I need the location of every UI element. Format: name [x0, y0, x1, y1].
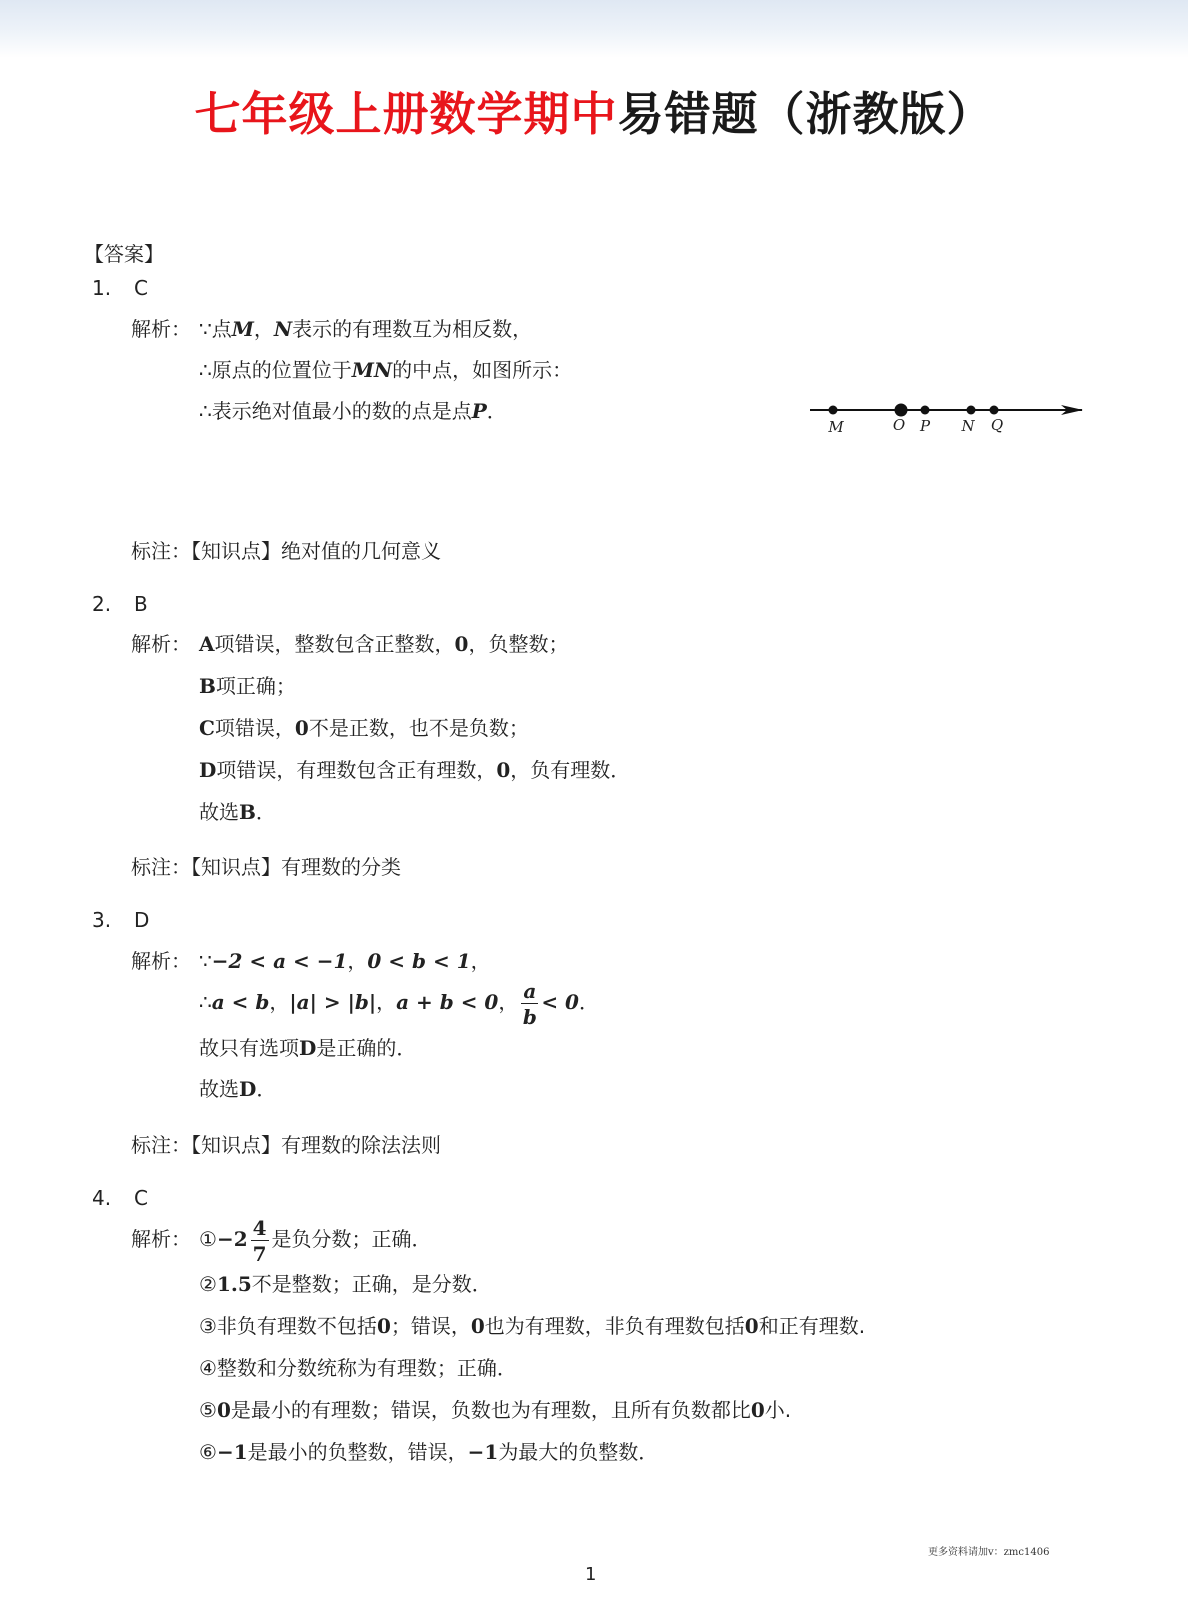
point-q [990, 406, 999, 415]
footer-note: 更多资料请加v：zmc1406 [928, 1547, 1050, 1558]
point-p [921, 406, 930, 415]
q1-answer: C [134, 276, 148, 300]
point-o [895, 404, 908, 417]
q3-line3: 故只有选项D是正确的． [199, 1036, 417, 1060]
q4-line5: ⑤0是最小的有理数；错误，负数也为有理数，且所有负数都比0小. [199, 1398, 792, 1422]
q1-line2: ∴原点的位置位于MN的中点，如图所示： [199, 358, 573, 382]
q2-line3: C项错误，0不是正数，也不是负数； [199, 716, 529, 740]
q2-number: 2. [92, 592, 112, 616]
title-black-part: 易错题（浙教版） [617, 87, 994, 141]
q2-line1: A项错误，整数包含正整数，0，负整数； [199, 632, 569, 656]
q2-analysis-label: 解析： [131, 632, 191, 656]
q4-number: 4. [92, 1186, 112, 1210]
q3-line2: ∴a < b，|a| > |b|，a + b < 0， $\frac{a}{b}$ < 0． [199, 978, 599, 1029]
q4-line4: ④整数和分数统称为有理数；正确． [199, 1356, 517, 1380]
q3-line4: 故选D． [199, 1077, 277, 1101]
page-number: 1 [585, 1564, 597, 1585]
q4-line2: ②1.5不是整数；正确，是分数． [199, 1272, 492, 1296]
label-p: P [919, 417, 931, 435]
q2-line4: D项错误，有理数包含正有理数，0，负有理数． [199, 758, 631, 782]
answer-header: 【答案】 [84, 242, 164, 266]
q4-analysis-label: 解析： [131, 1227, 191, 1251]
q3-fraction: $\frac{a}{b}$ [522, 978, 537, 1029]
q3-answer: D [134, 908, 150, 932]
q1-number: 1. [92, 276, 112, 300]
title-red-part: 七年级上册数学期中 [194, 87, 618, 141]
q3-note: 标注：【知识点】有理数的除法法则 [131, 1133, 441, 1157]
q4-line1: ①−2 $\frac{4}{7}$ 是负分数；正确． [199, 1215, 432, 1266]
q3-number: 3. [92, 908, 112, 932]
label-m: M [828, 418, 844, 436]
q1-note: 标注：【知识点】绝对值的几何意义 [131, 539, 441, 563]
q2-line2: B项正确； [199, 674, 296, 698]
header-band [0, 0, 1188, 58]
point-n [967, 406, 976, 415]
number-line-figure [805, 394, 1085, 440]
page-title [0, 78, 1188, 144]
q2-answer: B [134, 592, 148, 616]
q4-line6: ⑥−1是最小的负整数，错误，−1为最大的负整数． [199, 1440, 659, 1464]
q4-answer: C [134, 1186, 148, 1210]
q2-line5: 故选B． [199, 800, 276, 824]
q2-note: 标注：【知识点】有理数的分类 [131, 855, 401, 879]
q3-line1: ∵−2 < a < −1，0 < b < 1， [199, 949, 491, 973]
label-q: Q [990, 416, 1004, 434]
q3-analysis-label: 解析： [131, 949, 191, 973]
q4-fraction: $\frac{4}{7}$ [252, 1215, 267, 1266]
q1-analysis-label: 解析： [131, 317, 191, 341]
q1-line1: ∵点M，N表示的有理数互为相反数， [199, 317, 533, 341]
label-n: N [961, 417, 975, 435]
point-m [829, 406, 838, 415]
label-o: O [892, 416, 906, 434]
q4-line3: ③非负有理数不包括0；错误，0也为有理数，非负有理数包括0和正有理数. [199, 1314, 866, 1338]
q1-line3: ∴表示绝对值最小的数的点是点P． [199, 399, 507, 423]
